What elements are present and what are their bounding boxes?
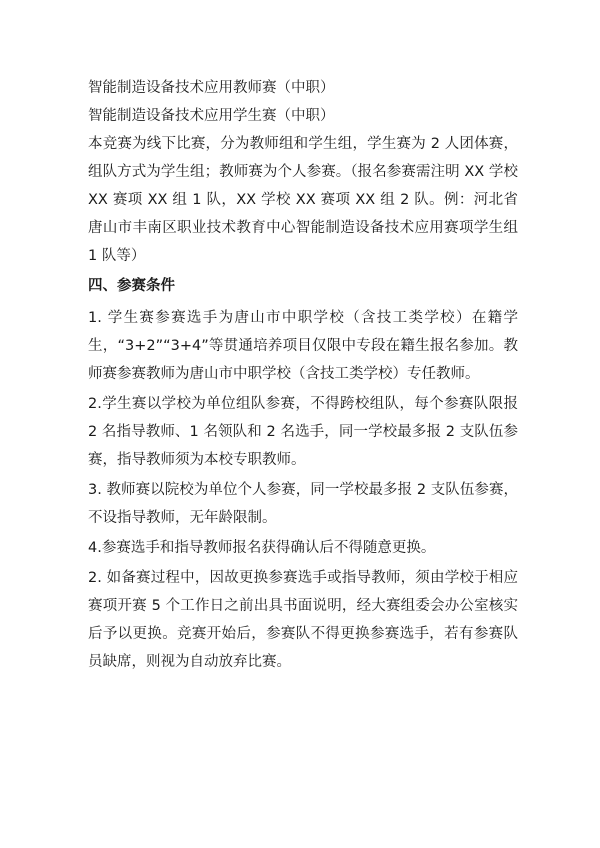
condition-item-3: 3. 教师赛以院校为单位个人参赛，同一学校最多报 2 支队伍参赛，不设指导教师，无年龄限制。: [88, 482, 518, 526]
condition-item-2: 2.学生赛以学校为单位组队参赛，不得跨校组队，每个参赛队限报 2 名指导教师、1 名领队和 2 名选手，同一学校最多报 2 支队伍参赛，指导教师须为本校专职教师。: [88, 396, 518, 468]
section-heading: 四、参赛条件: [88, 278, 175, 294]
condition-item-5: 2. 如备赛过程中，因故更换参赛选手或指导教师，须由学校于相应赛项开赛 5 个工作日之前出具书面说明，经大赛组委会办公室核实后予以更换。竞赛开始后，参赛队不得更换参赛选手，若有参赛队员缺席，则视为自动放弃比赛。: [88, 570, 518, 670]
condition-item-1: 1. 学生赛参赛选手为唐山市中职学校（含技工类学校）在籍学生，“3+2”“3+4”等贯通培养项目仅限中专段在籍生报名参加。教师赛参赛教师为唐山市中职学校（含技工类学校）专任教师。: [88, 310, 518, 382]
event-line-student: 智能制造设备技术应用学生赛（中职）: [88, 108, 335, 124]
intro-paragraph: 本竞赛为线下比赛，分为教师组和学生组，学生赛为 2 人团体赛，组队方式为学生组；教师赛为个人参赛。（报名参赛需注明 XX 学校 XX 赛项 XX 组 1 队，XX 学校 XX 赛项 XX 组 2 队。例：河北省唐山市丰南区职业技术教育中心智能制造设备技术应用赛项学生组 1 队等）: [88, 136, 518, 264]
event-line-teacher: 智能制造设备技术应用教师赛（中职）: [88, 80, 335, 96]
condition-item-4: 4.参赛选手和指导教师报名获得确认后不得随意更换。: [88, 540, 436, 556]
document-page: [88, 74, 518, 678]
